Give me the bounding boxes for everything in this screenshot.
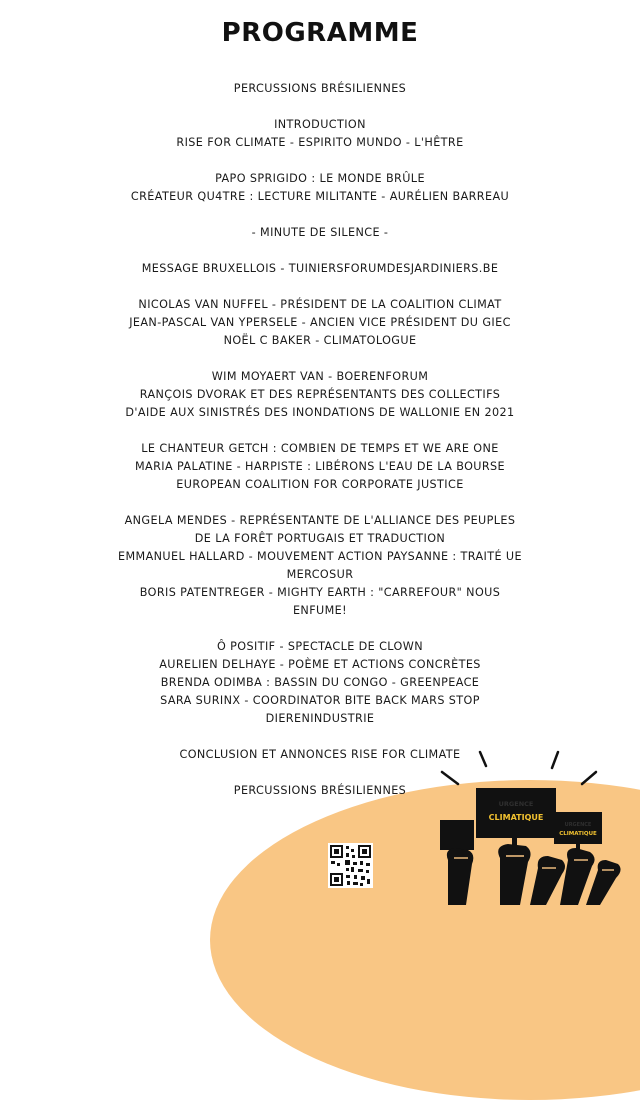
programme-line: EUROPEAN COALITION FOR CORPORATE JUSTICE <box>176 478 464 491</box>
programme-block <box>90 440 550 494</box>
programme-line: EMMANUEL HALLARD - MOUVEMENT ACTION PAYSANNE : TRAITÉ UE <box>118 550 522 563</box>
programme-block <box>90 368 550 422</box>
qr-code-icon[interactable] <box>328 843 373 888</box>
programme-list <box>90 80 550 818</box>
programme-line: PERCUSSIONS BRÉSILIENNES <box>233 784 407 797</box>
programme-line: ANGELA MENDES - REPRÉSENTANTE DE L'ALLIANCE DES PEUPLES <box>124 514 516 527</box>
programme-line: NOËL C BAKER - CLIMATOLOGUE <box>223 334 417 347</box>
programme-line: - MINUTE DE SILENCE - <box>251 226 389 239</box>
programme-block <box>90 638 550 728</box>
programme-line: RANÇOIS DVORAK ET DES REPRÉSENTANTS DES COLLECTIFS <box>139 388 501 401</box>
protest-hands-illustration <box>430 740 640 905</box>
protest-sign-right <box>554 812 602 844</box>
programme-block <box>90 224 550 242</box>
programme-line: BRENDA ODIMBA : BASSIN DU CONGO - GREENPEACE <box>160 676 480 689</box>
programme-line: D'AIDE AUX SINISTRÉS DES INONDATIONS DE WALLONIE EN 2021 <box>125 406 515 419</box>
programme-line: MARIA PALATINE - HARPISTE : LIBÉRONS L'EAU DE LA BOURSE <box>134 460 506 473</box>
programme-line: CRÉATEUR QU4TRE : LECTURE MILITANTE - AURÉLIEN BARREAU <box>130 190 510 203</box>
sign-right-text: CLIMATIQUE <box>559 831 597 837</box>
protest-sign-left <box>440 820 474 850</box>
programme-line: LE CHANTEUR GETCH : COMBIEN DE TEMPS ET WE ARE ONE <box>141 442 499 455</box>
programme-line: BORIS PATENTREGER - MIGHTY EARTH : "CARREFOUR" NOUS <box>139 586 501 599</box>
programme-line: ENFUME! <box>292 604 348 617</box>
programme-line: AURELIEN DELHAYE - POÈME ET ACTIONS CONCRÈTES <box>159 658 481 671</box>
page-title: PROGRAMME <box>221 18 419 48</box>
programme-block <box>90 80 550 98</box>
programme-line: JEAN-PASCAL VAN YPERSELE - ANCIEN VICE PRÉSIDENT DU GIEC <box>129 316 511 329</box>
shout-rays-icon <box>442 752 596 784</box>
programme-line: Ô POSITIF - SPECTACLE DE CLOWN <box>217 640 423 653</box>
programme-line: INTRODUCTION <box>274 118 366 131</box>
programme-line: DIERENINDUSTRIE <box>265 712 375 725</box>
programme-block <box>90 260 550 278</box>
programme-block <box>90 116 550 152</box>
svg-text:URGENCE: URGENCE <box>498 800 534 808</box>
programme-block <box>90 170 550 206</box>
programme-block <box>90 296 550 350</box>
programme-line: PAPO SPRIGIDO : LE MONDE BRÛLE <box>215 172 425 185</box>
programme-line: NICOLAS VAN NUFFEL - PRÉSIDENT DE LA COALITION CLIMAT <box>138 298 502 311</box>
programme-line: RISE FOR CLIMATE - ESPIRITO MUNDO - L'HÊTRE <box>176 136 464 149</box>
svg-text:URGENCE: URGENCE <box>564 822 592 828</box>
programme-line: MERCOSUR <box>286 568 354 581</box>
programme-line: DE LA FORÊT PORTUGAIS ET TRADUCTION <box>194 532 446 545</box>
programme-block <box>90 512 550 620</box>
sign-main-text: CLIMATIQUE <box>488 813 544 822</box>
programme-line: CONCLUSION ET ANNONCES RISE FOR CLIMATE <box>179 748 461 761</box>
programme-line: WIM MOYAERT VAN - BOERENFORUM <box>211 370 429 383</box>
programme-line: MESSAGE BRUXELLOIS - TUINIERSFORUMDESJARDINIERS.BE <box>141 262 499 275</box>
programme-line: SARA SURINX - COORDINATOR BITE BACK MARS STOP <box>160 694 480 707</box>
programme-line: PERCUSSIONS BRÉSILIENNES <box>233 82 407 95</box>
